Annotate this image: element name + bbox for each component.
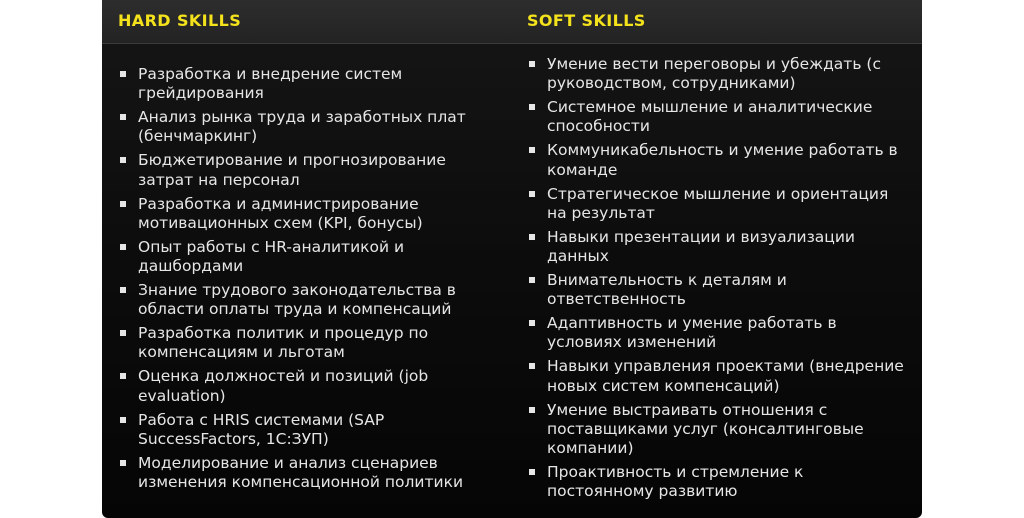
hard-skills-title: HARD SKILLS <box>118 11 242 30</box>
bullet-icon <box>120 114 126 120</box>
bullet-icon <box>529 191 535 197</box>
bullet-icon <box>120 244 126 250</box>
soft-skill-text: Навыки управления проектами (внедрение новых систем компенсаций) <box>547 357 904 395</box>
bullet-icon <box>529 234 535 240</box>
hard-skill-item <box>118 454 503 492</box>
skills-table <box>102 0 922 518</box>
bullet-icon <box>120 373 126 379</box>
soft-skill-text: Проактивность и стремление к постоянному развитию <box>547 463 804 501</box>
soft-skill-item <box>527 314 912 352</box>
hard-skills-list <box>118 65 503 497</box>
soft-skill-item <box>527 401 912 459</box>
hard-skill-item <box>118 281 503 319</box>
hard-skill-text: Разработка и администрирование мотивационных схем (KPI, бонусы) <box>138 194 423 232</box>
bullet-icon <box>529 104 535 110</box>
hard-skill-text: Анализ рынка труда и заработных плат (бенчмаркинг) <box>138 108 466 146</box>
bullet-icon <box>529 61 535 67</box>
soft-skill-item <box>527 55 912 93</box>
bullet-icon <box>529 363 535 369</box>
soft-skill-item <box>527 141 912 179</box>
hard-skill-item <box>118 195 503 233</box>
bullet-icon <box>120 157 126 163</box>
bullet-icon <box>120 460 126 466</box>
soft-skill-item <box>527 357 912 395</box>
hard-skill-text: Работа с HRIS системами (SAP SuccessFactors, 1С:ЗУП) <box>138 410 385 448</box>
bullet-icon <box>529 147 535 153</box>
soft-skill-text: Коммуникабельность и умение работать в команде <box>547 141 898 179</box>
bullet-icon <box>529 320 535 326</box>
bullet-icon <box>120 71 126 77</box>
soft-skill-text: Системное мышление и аналитические способности <box>547 98 873 136</box>
hard-skill-item <box>118 324 503 362</box>
soft-skill-item <box>527 228 912 266</box>
hard-skill-text: Бюджетирование и прогнозирование затрат на персонал <box>138 151 446 189</box>
hard-skill-item <box>118 151 503 189</box>
soft-skill-text: Стратегическое мышление и ориентация на результат <box>547 184 889 222</box>
hard-skill-text: Оценка должностей и позиций (job evaluation) <box>138 367 429 405</box>
hard-skill-text: Знание трудового законодательства в области оплаты труда и компенсаций <box>138 281 456 319</box>
bullet-icon <box>529 407 535 413</box>
soft-skill-text: Адаптивность и умение работать в условиях изменений <box>547 314 837 352</box>
bullet-icon <box>529 277 535 283</box>
soft-skills-title: SOFT SKILLS <box>527 11 646 30</box>
soft-skill-text: Умение выстраивать отношения с поставщиками услуг (консалтинговые компании) <box>547 400 864 458</box>
bullet-icon <box>120 287 126 293</box>
soft-skill-text: Умение вести переговоры и убеждать (с руководством, сотрудниками) <box>547 55 881 93</box>
hard-skill-text: Разработка политик и процедур по компенсациям и льготам <box>138 324 429 362</box>
bullet-icon <box>529 469 535 475</box>
hard-skill-item <box>118 367 503 405</box>
hard-skill-text: Опыт работы с HR-аналитикой и дашбордами <box>138 237 405 276</box>
soft-skill-item <box>527 463 912 501</box>
hard-skill-item <box>118 238 503 276</box>
hard-skill-item <box>118 411 503 449</box>
soft-skill-item <box>527 185 912 223</box>
soft-skills-list <box>527 55 912 506</box>
table-header <box>102 0 922 44</box>
soft-skill-item <box>527 98 912 136</box>
soft-skill-text: Внимательность к деталям и ответственность <box>547 271 787 309</box>
hard-skill-item <box>118 108 503 146</box>
hard-skill-item <box>118 65 503 103</box>
hard-skill-text: Разработка и внедрение систем грейдирования <box>138 65 403 103</box>
soft-skill-text: Навыки презентации и визуализации данных <box>547 227 856 266</box>
bullet-icon <box>120 201 126 207</box>
bullet-icon <box>120 330 126 336</box>
bullet-icon <box>120 417 126 423</box>
hard-skill-text: Моделирование и анализ сценариев изменения компенсационной политики <box>138 453 464 492</box>
soft-skill-item <box>527 271 912 309</box>
